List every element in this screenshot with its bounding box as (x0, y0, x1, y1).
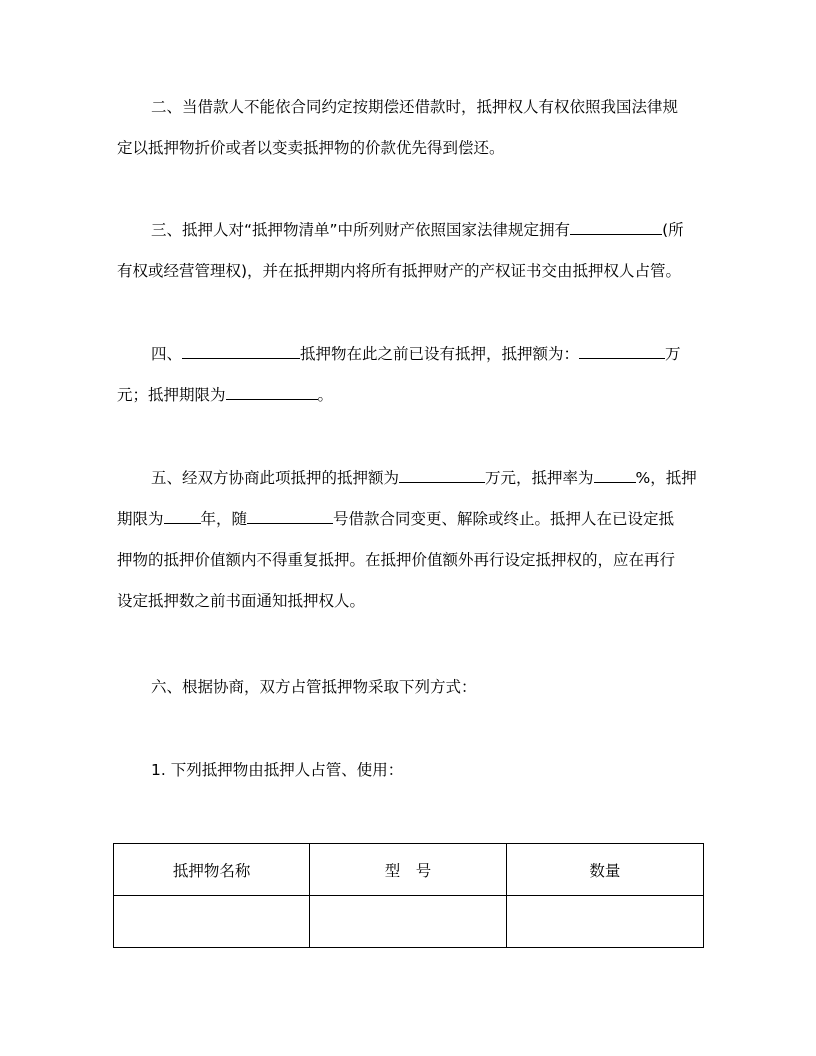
clause-2 (117, 87, 697, 169)
clause-5-text-e: 年，随 (200, 510, 248, 528)
ownership-blank[interactable] (570, 218, 662, 235)
item-1-line: 1. 下列抵押物由抵押人占管、使用： (151, 761, 404, 779)
clause-4-text-d: 元；抵押期限为 (117, 386, 226, 404)
clause-5-line-1 (117, 458, 697, 499)
clause-5-text-f: 号借款合同变更、解除或终止。抵押人在已设定抵 (333, 510, 675, 528)
item-1 (117, 750, 697, 791)
clause-5-line-3: 押物的抵押价值额内不得重复抵押。在抵押价值额外再行设定抵押权的，应在再行 (117, 551, 676, 569)
clause-4-text-b: 抵押物在此之前已设有抵押，抵押额为： (300, 345, 580, 363)
table-row (114, 896, 704, 948)
prior-mortgage-term-blank[interactable] (226, 383, 318, 400)
clause-4 (117, 334, 697, 416)
cell-collateral-name[interactable] (114, 896, 310, 948)
clause-5-text-c: %，抵押 (635, 469, 697, 487)
prior-mortgage-amount-blank[interactable] (579, 342, 665, 359)
clause-4-text-a: 四、 (151, 345, 183, 363)
clause-5-line-4: 设定抵押数之前书面通知抵押权人。 (117, 592, 366, 610)
mortgage-amount-blank[interactable] (399, 466, 485, 483)
prior-mortgage-item-blank[interactable] (182, 342, 300, 359)
clause-3-line-1 (117, 210, 697, 251)
cell-quantity[interactable] (506, 896, 703, 948)
clause-5-text-b: 万元，抵押率为 (485, 469, 594, 487)
mortgage-rate-blank[interactable] (594, 466, 636, 483)
mortgage-term-blank[interactable] (164, 507, 201, 524)
loan-contract-number-blank[interactable] (247, 507, 333, 524)
clause-2-line-1: 二、当借款人不能依合同约定按期偿还借款时，抵押权人有权依照我国法律规 (151, 98, 679, 116)
clause-5-line-2 (117, 499, 697, 540)
clause-3 (117, 210, 697, 292)
collateral-table (113, 843, 704, 948)
cell-model[interactable] (310, 896, 506, 948)
clause-6-line-1: 六、根据协商，双方占管抵押物采取下列方式： (151, 678, 477, 696)
clause-4-text-e: 。 (317, 386, 334, 404)
clause-3-line-2: 有权或经营管理权)，并在抵押期内将所有抵押财产的产权证书交由抵押权人占管。 (117, 262, 682, 280)
clause-3-text-a: 三、抵押人对“抵押物清单”中所列财产依照国家法律规定拥有 (151, 221, 571, 239)
header-collateral-name: 抵押物名称 (114, 844, 310, 896)
header-quantity: 数量 (506, 844, 703, 896)
clause-4-line-1 (117, 334, 697, 375)
clause-6 (117, 667, 697, 708)
header-model: 型 号 (310, 844, 506, 896)
table-header-row (114, 844, 704, 896)
clause-4-text-c: 万 (665, 345, 681, 363)
clause-4-line-2 (117, 375, 697, 416)
clause-5 (117, 458, 697, 622)
clause-5-text-a: 五、经双方协商此项抵押的抵押额为 (151, 469, 400, 487)
clause-2-line-2: 定以抵押物折价或者以变卖抵押物的价款优先得到偿还。 (117, 139, 505, 157)
clause-5-text-d: 期限为 (117, 510, 164, 528)
clause-3-text-b: (所 (662, 221, 684, 239)
